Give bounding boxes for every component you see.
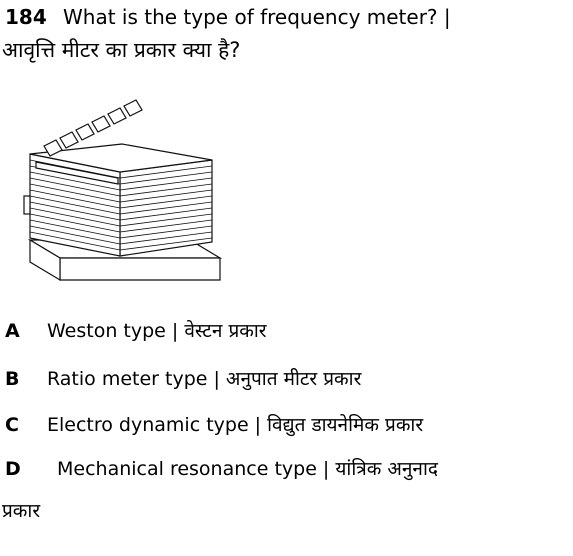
side-bracket <box>24 196 30 214</box>
question-text-hindi: आवृत्ति मीटर का प्रकार क्या है? <box>2 38 241 62</box>
option-d[interactable] <box>5 456 438 482</box>
option-letter: A <box>5 320 20 342</box>
frequency-meter-image <box>22 92 222 302</box>
option-b[interactable] <box>5 366 361 392</box>
option-text: Ratio meter type | अनुपात मीटर प्रकार <box>47 368 362 390</box>
option-text: Weston type | वेस्टन प्रकार <box>47 320 267 342</box>
reed-tab <box>92 116 110 132</box>
question-line-english <box>5 4 451 30</box>
question-number: 184 <box>5 5 47 29</box>
question-text-english: What is the type of frequency meter? | <box>63 5 451 29</box>
reed-tab <box>76 124 94 140</box>
reed-tab <box>108 108 126 124</box>
option-letter: C <box>5 414 19 436</box>
option-c[interactable] <box>5 412 423 438</box>
option-letter: B <box>5 368 20 390</box>
base-plate-front <box>60 258 220 280</box>
option-letter: D <box>5 458 21 480</box>
reed-tab <box>124 100 142 116</box>
reed-tab <box>60 132 78 148</box>
option-text: Mechanical resonance type | यांत्रिक अनुनाद <box>57 458 438 480</box>
option-text: Electro dynamic type | विद्युत डायनेमिक प्रकार <box>47 414 424 436</box>
option-a[interactable] <box>5 318 267 344</box>
option-d-continuation: प्रकार <box>2 500 41 522</box>
